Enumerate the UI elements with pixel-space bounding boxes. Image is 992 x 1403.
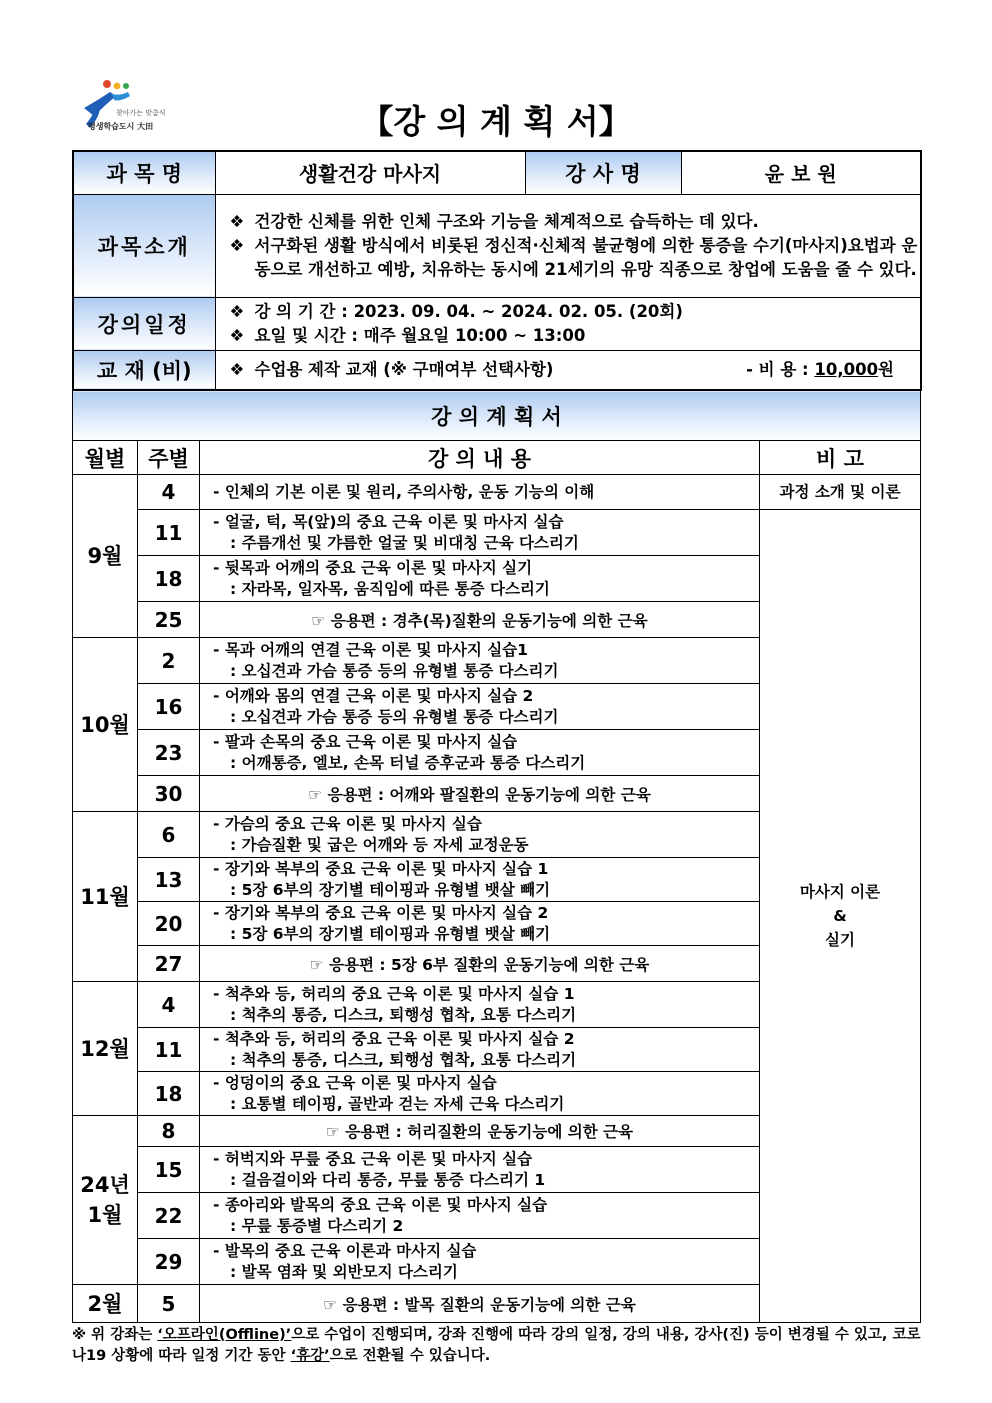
week-cell: 18 (138, 556, 200, 602)
footer-text: 으로 전환될 수 있습니다. (329, 1348, 491, 1364)
col-month-header: 월별 (73, 441, 138, 475)
week-cell: 2 (138, 638, 200, 684)
footer-text: 으로 수업이 진행되며, 강좌 진행에 따라 강의 일정, 강의 내용, 강사(진) 등이 변경될 수 있고, 코로나19 상황에 따라 일정 기간 동안 (72, 1327, 921, 1364)
content-sub-line: : 발목 염좌 및 외반모지 다스리기 (230, 1262, 458, 1281)
textbook-cost (746, 358, 920, 382)
intro-item-2-text: 서구화된 생활 방식에서 비롯된 정신적·신체적 불균형에 의한 통증을 수기(마사지)요법과 운동으로 개선하고 예방, 치유하는 동시에 21세기의 유망 직종으로 창업에 도움을 줄 수 있다. (254, 235, 918, 279)
remark-line: & (833, 907, 847, 925)
bullet-icon: ❖ (229, 359, 245, 379)
content-sub-line: : 5장 6부의 장기별 테이핑과 유형별 뱃살 빼기 (230, 924, 551, 943)
lecture-content (200, 1239, 760, 1285)
col-week-header: 주별 (138, 441, 200, 475)
week-cell: 23 (138, 730, 200, 776)
week-cell: 8 (138, 1116, 200, 1147)
lecture-content (200, 1116, 760, 1147)
content-line: - 장기와 복부의 중요 근육 이론 및 마사지 실습 2 (213, 903, 549, 922)
schedule-time-text: 요일 및 시간 : 매주 월요일 10:00 ~ 13:00 (254, 325, 586, 345)
content-line: - 허벅지와 무릎 중요 근육 이론 및 마사지 실습 (213, 1149, 533, 1168)
bullet-icon: ❖ (229, 325, 245, 345)
course-info-table (72, 150, 922, 391)
content-line: 응용편 : 5장 6부 질환의 운동기능에 의한 근육 (329, 955, 650, 974)
footer-text: ※ 위 강좌는 (72, 1327, 158, 1343)
week-cell: 25 (138, 602, 200, 638)
lecture-content (200, 1285, 760, 1323)
content-line: 응용편 : 경추(목)질환의 운동기능에 의한 근육 (330, 611, 648, 630)
month-cell: 2월 (73, 1285, 138, 1323)
content-sub-line: : 걸음걸이와 다리 통증, 무릎 통증 다스리기 1 (230, 1170, 546, 1189)
week-cell: 4 (138, 475, 200, 510)
logo-org-name: 평생학습도시 大田 (88, 122, 154, 131)
week-cell: 22 (138, 1193, 200, 1239)
lecture-content (200, 902, 760, 946)
lecture-content (200, 1072, 760, 1116)
week-cell: 16 (138, 684, 200, 730)
lecture-content (200, 638, 760, 684)
bullet-icon: ❖ (229, 301, 245, 321)
month-cell: 9월 (73, 475, 138, 638)
footer-closure: ‘휴강’ (290, 1348, 330, 1364)
week-cell: 11 (138, 1028, 200, 1072)
content-sub-line: : 주름개선 및 갸름한 얼굴 및 비대칭 근육 다스리기 (230, 533, 579, 552)
content-sub-line: : 어깨통증, 엘보, 손목 터널 증후군과 통증 다스리기 (230, 753, 586, 772)
pointer-icon: ☞ (309, 955, 324, 974)
lecture-content (200, 1028, 760, 1072)
lecture-content (200, 684, 760, 730)
content-line: - 뒷목과 어깨의 중요 근육 이론 및 마사지 실기 (213, 558, 533, 577)
lecture-content (200, 946, 760, 982)
content-line: - 장기와 복부의 중요 근육 이론 및 마사지 실습 1 (213, 859, 549, 878)
content-line: 응용편 : 허리질환의 운동기능에 의한 근육 (345, 1123, 634, 1141)
week-cell: 27 (138, 946, 200, 982)
content-sub-line: : 요통별 테이핑, 골반과 걷는 자세 근육 다스리기 (230, 1094, 565, 1113)
bullet-icon: ❖ (229, 235, 245, 255)
content-sub-line: : 5장 6부의 장기별 테이핑과 유형별 뱃살 빼기 (230, 880, 551, 899)
intro-label-text: 과목소개 (97, 234, 191, 259)
pointer-icon: ☞ (311, 611, 326, 630)
schedule-content (215, 297, 921, 350)
document-title: 【강 의 계 획 서】 (360, 102, 632, 141)
month-cell: 12월 (73, 982, 138, 1116)
intro-item-2 (230, 234, 921, 282)
col-remark-header: 비 고 (760, 441, 921, 475)
schedule-period-text: 강 의 기 간 : 2023. 09. 04. ~ 2024. 02. 05. (20회) (254, 301, 683, 321)
content-line: 응용편 : 어깨와 팔질환의 운동기능에 의한 근육 (327, 785, 651, 804)
lecture-content (200, 982, 760, 1028)
week-cell: 5 (138, 1285, 200, 1323)
textbook-label: 교 재 (비) (73, 350, 215, 390)
content-sub-line: : 무릎 통증별 다스리기 2 (230, 1216, 404, 1235)
week-cell: 20 (138, 902, 200, 946)
week-cell: 4 (138, 982, 200, 1028)
content-line: - 팔과 손목의 중요 근육 이론 및 마사지 실습 (213, 732, 518, 751)
week-cell: 29 (138, 1239, 200, 1285)
month-cell: 11월 (73, 812, 138, 982)
week-cell: 6 (138, 812, 200, 858)
pointer-icon: ☞ (323, 1295, 338, 1314)
lecture-content (200, 858, 760, 902)
week-cell: 18 (138, 1072, 200, 1116)
content-line: - 목과 어깨의 연결 근육 이론 및 마사지 실습1 (213, 640, 528, 659)
month-year-text: 24년 (80, 1173, 130, 1197)
content-sub-line: : 오십견과 가슴 통증 등의 유형별 통증 다스리기 (230, 707, 559, 726)
subject-value: 생활건강 마사지 (215, 151, 525, 194)
remark-cell: 과정 소개 및 이론 (760, 475, 921, 510)
intro-content (215, 194, 921, 297)
intro-label (73, 194, 215, 297)
schedule-label-text: 강의일정 (97, 312, 191, 337)
textbook-value: 수업용 제작 교재 (※ 구매여부 선택사항) (254, 359, 554, 379)
cost-value: 10,000 (814, 359, 879, 379)
content-line: 응용편 : 발목 질환의 운동기능에 의한 근육 (342, 1295, 636, 1314)
month-cell (73, 1116, 138, 1285)
content-line: - 척추와 등, 허리의 중요 근육 이론 및 마사지 실습 1 (213, 984, 575, 1003)
schedule-label (73, 297, 215, 350)
remark-cell-merged (760, 510, 921, 1323)
schedule-item-2 (230, 324, 921, 348)
intro-item-1-text: 건강한 신체를 위한 인체 구조와 기능을 체계적으로 습득하는 데 있다. (254, 211, 759, 231)
lecture-content (200, 556, 760, 602)
week-cell: 15 (138, 1147, 200, 1193)
footer-offline: ‘오프라인(Offline)’ (157, 1327, 292, 1343)
schedule-item-1 (230, 300, 921, 324)
lecture-content (200, 1193, 760, 1239)
content-line: - 종아리와 발목의 중요 근육 이론 및 마사지 실습 (213, 1195, 548, 1214)
intro-item-1 (230, 210, 921, 234)
lecture-content (200, 475, 760, 510)
month-cell: 10월 (73, 638, 138, 812)
content-sub-line: : 척추의 통증, 디스크, 퇴행성 협착, 요통 다스리기 (230, 1050, 577, 1069)
subject-label: 과 목 명 (73, 151, 215, 194)
instructor-value: 윤 보 원 (681, 151, 921, 194)
cost-label: - 비 용 : (746, 359, 809, 379)
lecture-content (200, 812, 760, 858)
content-sub-line: : 가슴질환 및 굽은 어깨와 등 자세 교정운동 (230, 835, 529, 854)
content-sub-line: : 척추의 통증, 디스크, 퇴행성 협착, 요통 다스리기 (230, 1005, 577, 1024)
content-line: - 척추와 등, 허리의 중요 근육 이론 및 마사지 실습 2 (213, 1029, 575, 1048)
lecture-plan-table (72, 390, 921, 1323)
lecture-content (200, 602, 760, 638)
content-line: - 엉덩이의 중요 근육 이론 및 마사지 실습 (213, 1073, 497, 1092)
col-content-header: 강 의 내 용 (200, 441, 760, 475)
week-cell: 11 (138, 510, 200, 556)
bullet-icon: ❖ (229, 211, 245, 231)
week-cell: 30 (138, 776, 200, 812)
plan-section-title: 강 의 계 획 서 (73, 391, 921, 441)
content-sub-line: : 자라목, 일자목, 움직임에 따른 통증 다스리기 (230, 579, 550, 598)
textbook-content (215, 350, 921, 390)
logo-tagline: 찾아가는 맞춤식 (116, 109, 166, 117)
week-cell: 13 (138, 858, 200, 902)
instructor-label: 강 사 명 (525, 151, 681, 194)
pointer-icon: ☞ (325, 1123, 340, 1141)
lecture-content (200, 776, 760, 812)
content-line: - 인체의 기본 이론 및 원리, 주의사항, 운동 기능의 이해 (213, 482, 595, 501)
content-line: - 어깨와 몸의 연결 근육 이론 및 마사지 실습 2 (213, 686, 534, 705)
month-text: 1월 (87, 1203, 123, 1227)
remark-line: 마사지 이론 (799, 883, 881, 901)
cost-unit: 원 (878, 359, 894, 379)
content-line: - 가슴의 중요 근육 이론 및 마사지 실습 (213, 814, 482, 833)
footer-note (72, 1325, 932, 1367)
pointer-icon: ☞ (308, 785, 323, 804)
content-line: - 얼굴, 턱, 목(앞)의 중요 근육 이론 및 마사지 실습 (213, 512, 564, 531)
lecture-content (200, 730, 760, 776)
lecture-content (200, 1147, 760, 1193)
content-sub-line: : 오십견과 가슴 통증 등의 유형별 통증 다스리기 (230, 661, 559, 680)
remark-line: 실기 (825, 931, 855, 949)
lecture-content (200, 510, 760, 556)
content-line: - 발목의 중요 근육 이론과 마사지 실습 (213, 1241, 477, 1260)
